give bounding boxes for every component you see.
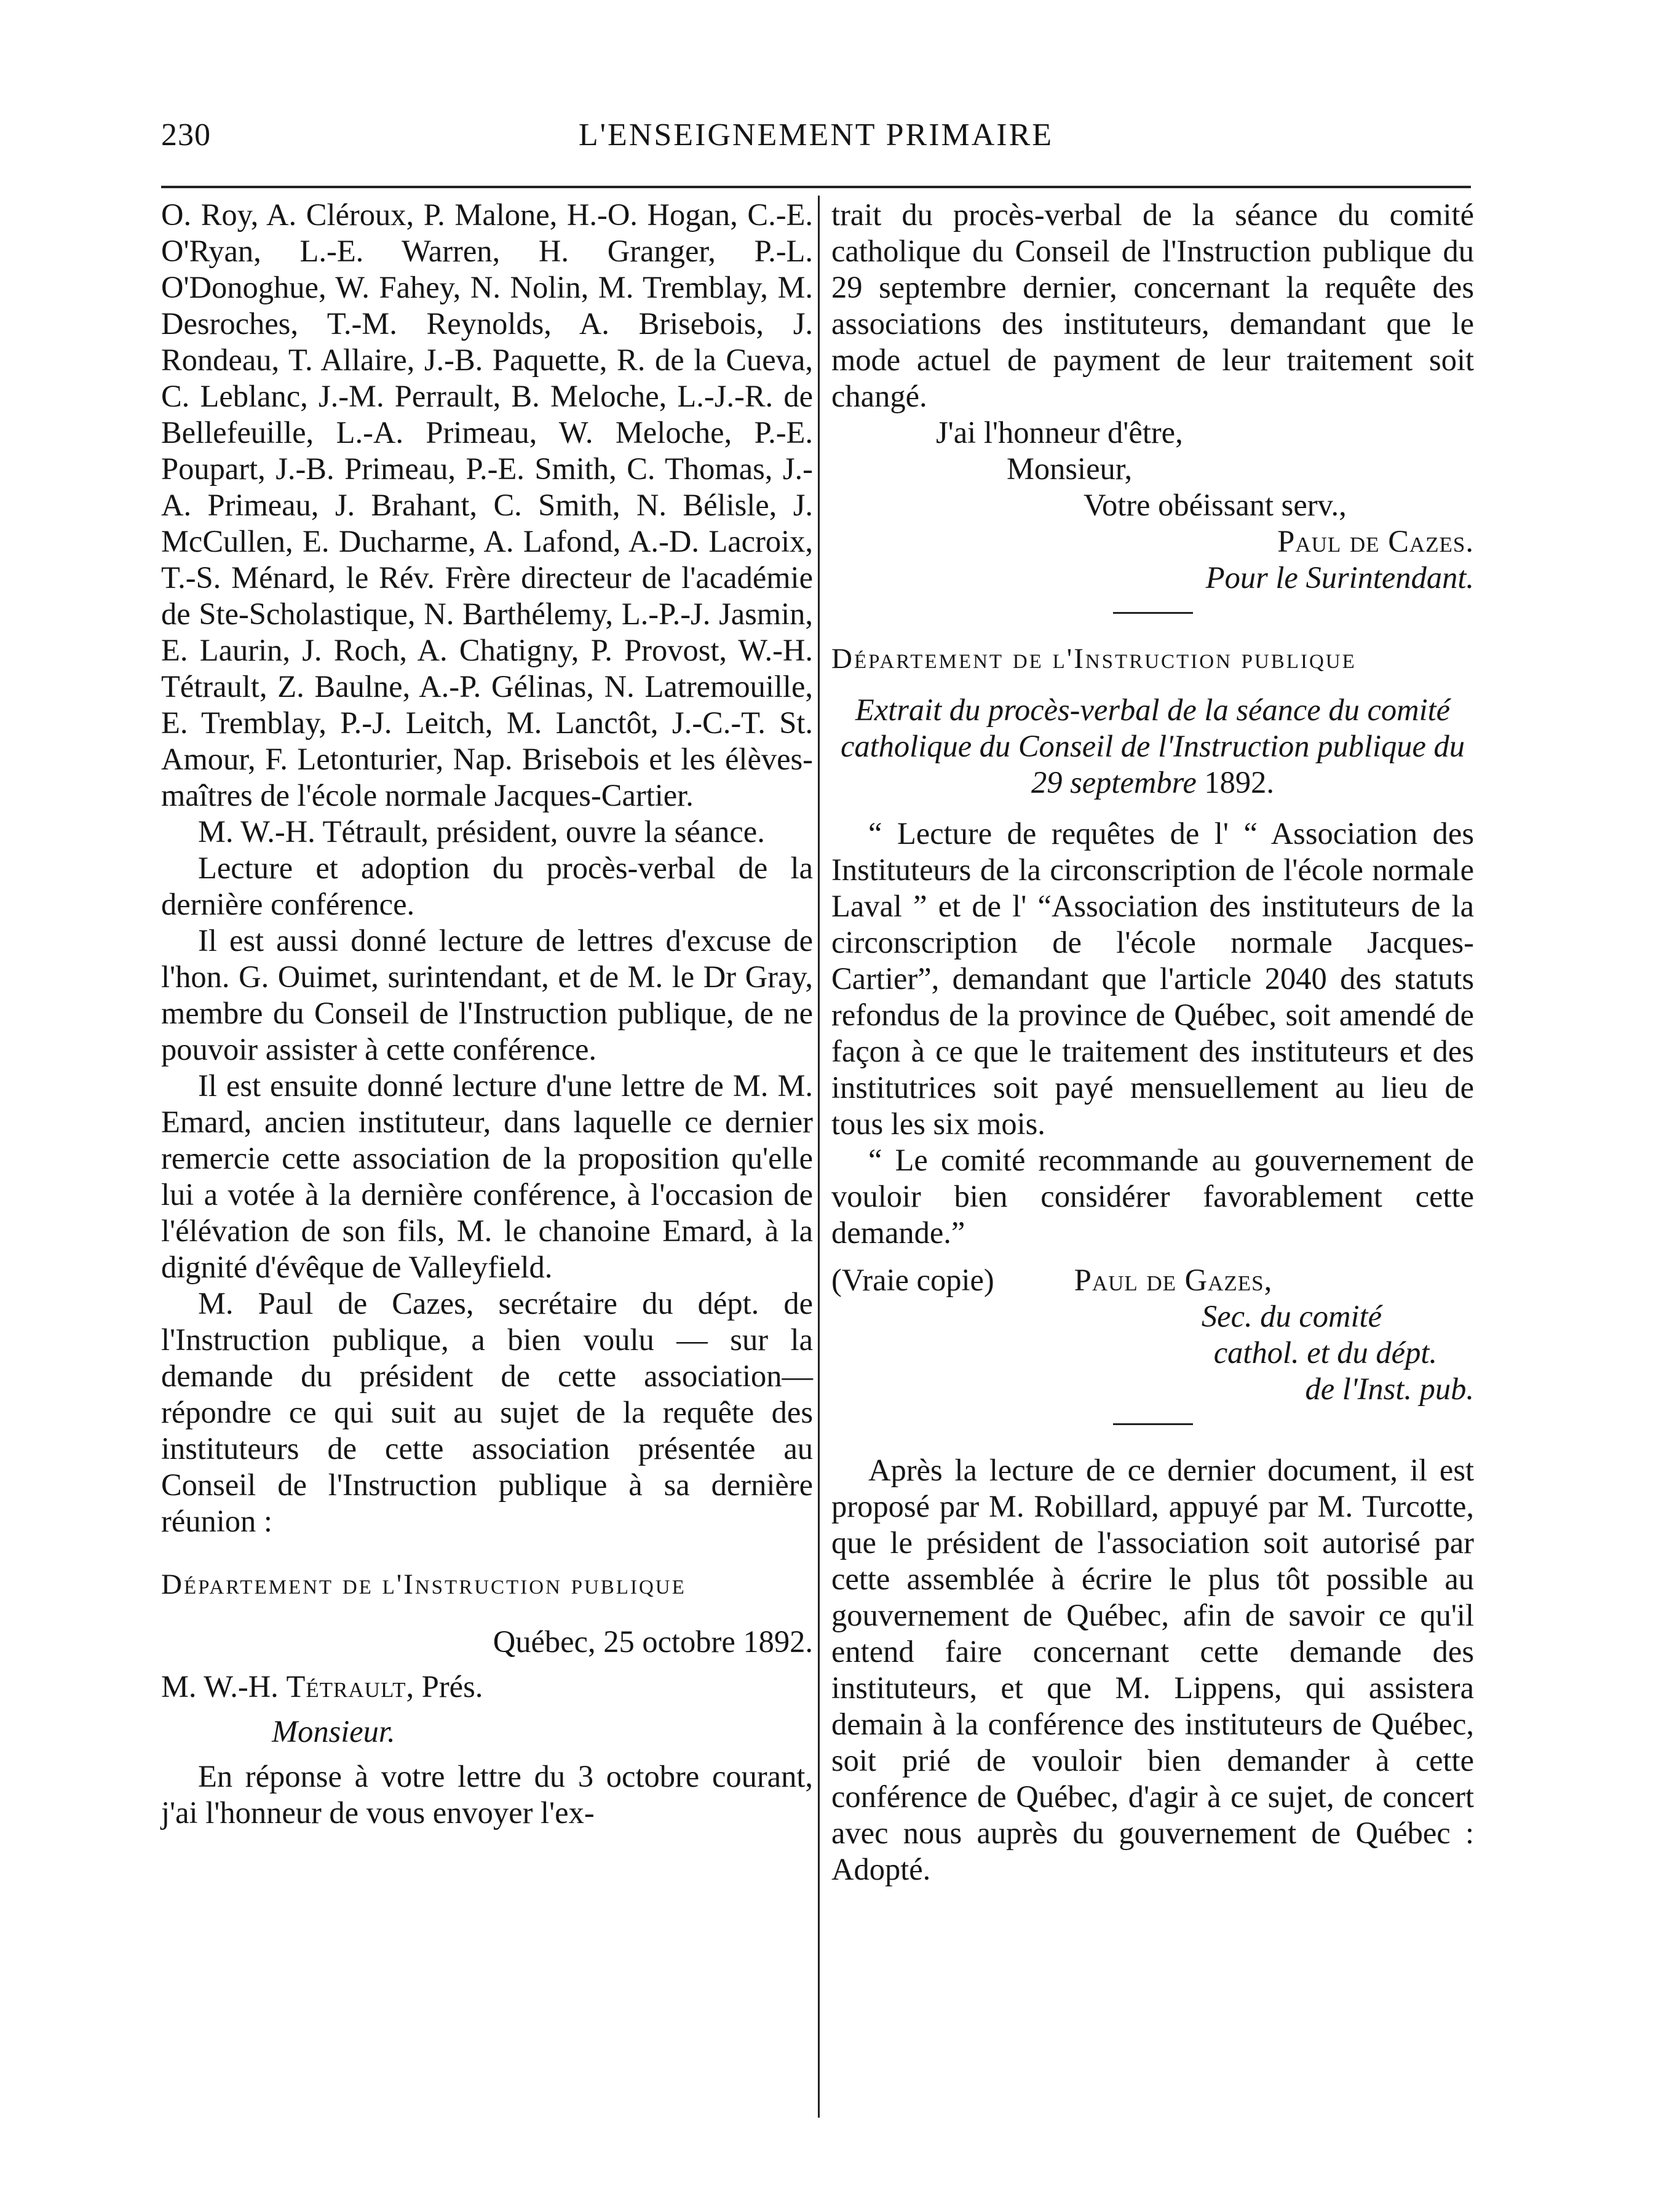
cazes-paragraph: M. Paul de Cazes, secrétaire du dépt. de l'Instruction publique, a bien voulu — sur la demande du président de cette association— répondre ce qui suit au sujet de la requête des instituteurs de cette association présentée au Conseil de l'Instruction publique à sa dernière réunion : bbox=[161, 1286, 813, 1538]
addressee-name: Tétrault bbox=[286, 1669, 406, 1704]
letter-body-end: trait du procès-verbal de la séance du comité catholique du Conseil de l'Instruction publique du 29 septembre dernier, concernant la requête des associations des instituteurs, demandant que le mode actuel de payment de leur traitement soit changé. bbox=[831, 197, 1474, 413]
right-column bbox=[831, 197, 1474, 1888]
page-header bbox=[161, 117, 1471, 166]
signature-role: Pour le Surintendant. bbox=[1205, 560, 1474, 595]
section-divider bbox=[1113, 612, 1193, 614]
page-number: 230 bbox=[161, 117, 211, 153]
minutes-paragraph: Lecture et adoption du procès-verbal de la dernière conférence. bbox=[161, 851, 813, 921]
true-copy-signer: Paul de Gazes, bbox=[1074, 1263, 1273, 1297]
quote-requests: “ Lecture de requêtes de l' “ Association des Instituteurs de la circonscription de l'école normale Laval ” et de l' “Association des instituteurs de la circonscription de l'école normale Jacques-Cartier”, demandant que l'article 2040 des statuts refondus de la province de Québec, soit amendé de façon à ce que le traitement des instituteurs et des institutrices soit payé mensuellement au lieu de tous les six mois. bbox=[831, 816, 1474, 1141]
letter-body-start: En réponse à votre lettre du 3 octobre courant, j'ai l'honneur de vous envoyer l'ex- bbox=[161, 1759, 813, 1830]
final-paragraph: Après la lecture de ce dernier document, il est proposé par M. Robillard, appuyé par M. Turcotte, que le président de l'association soit autorisé par cette assemblée à écrire le plus tôt possible au gouvernement de Québec, afin de savoir ce qu'il entend faire concernant cette demande des instituteurs, et que M. Lippens, qui assistera demain à la conférence des instituteurs de Québec, soit prié de vouloir bien demander à cette conférence de Québec, d'agir à ce sujet, de concert avec nous auprès du gouvernement de Québec : Adopté. bbox=[831, 1453, 1474, 1886]
addressee-prefix: M. W.-H. bbox=[161, 1669, 279, 1704]
excuses-paragraph: Il est aussi donné lecture de lettres d'excuse de l'hon. G. Ouimet, surintendant, et de M. le Dr Gray, membre du Conseil de l'Instruction publique, de ne pouvoir assister à cette conférence. bbox=[161, 923, 813, 1067]
letter-signature: Paul de Cazes. bbox=[1277, 524, 1474, 558]
header-rule bbox=[161, 186, 1471, 188]
dept-heading-left: Département de l'Instruction publique bbox=[161, 1568, 686, 1600]
letter-addressee bbox=[161, 1669, 813, 1705]
closing-line-2: Monsieur, bbox=[1007, 451, 1133, 486]
true-copy-line bbox=[831, 1262, 1474, 1298]
letter-salutation: Monsieur. bbox=[272, 1714, 395, 1749]
opening-paragraph: M. W.-H. Tétrault, président, ouvre la séance. bbox=[198, 814, 765, 849]
true-copy-label: (Vraie copie) bbox=[831, 1263, 994, 1297]
section-divider-2 bbox=[1113, 1423, 1193, 1425]
addressee-suffix: , Prés. bbox=[406, 1669, 483, 1704]
closing-line-1: J'ai l'honneur d'être, bbox=[936, 415, 1183, 450]
quote-recommendation: “ Le comité recommande au gouvernement de vouloir bien considérer favorablement cette demande.” bbox=[831, 1143, 1474, 1250]
column-divider bbox=[818, 196, 820, 2118]
letter-date: Québec, 25 octobre 1892. bbox=[493, 1624, 813, 1659]
attendees-paragraph: O. Roy, A. Cléroux, P. Malone, H.-O. Hogan, C.-E. O'Ryan, L.-E. Warren, H. Granger, P.-L. O'Donoghue, W. Fahey, N. Nolin, M. Tremblay, M. Desroches, T.-M. Reynolds, A. Brisebois, J. Rondeau, T. Allaire, J.-B. Paquette, R. de la Cueva, C. Leblanc, J.-M. Perrault, B. Meloche, L.-J.-R. de Bellefeuille, L.-A. Primeau, W. Meloche, P.-E. Poupart, J.-B. Primeau, P.-E. Smith, C. Thomas, J.-A. Primeau, J. Brahant, C. Smith, N. Bélisle, J. McCullen, E. Ducharme, A. Lafond, A.-D. Lacroix, T.-S. Ménard, le Rév. Frère directeur de l'académie de Ste-Scholastique, N. Barthélemy, L.-P.-J. Jasmin, E. Laurin, J. Roch, A. Chatigny, P. Provost, W.-H. Tétrault, Z. Baulne, A.-P. Gélinas, N. Latremouille, E. Tremblay, P.-J. Leitch, M. Lanctôt, J.-C.-T. St. Amour, F. Letonturier, Nap. Brisebois et les élèves-maîtres de l'école normale Jacques-Cartier. bbox=[161, 197, 813, 812]
dept-heading-right: Département de l'Instruction publique bbox=[831, 643, 1357, 675]
closing-line-3: Votre obéissant serv., bbox=[1084, 488, 1347, 522]
secretary-line-1: Sec. du comité bbox=[1201, 1299, 1382, 1333]
extract-title-year: 1892. bbox=[1196, 765, 1275, 800]
extract-title bbox=[831, 692, 1474, 801]
secretary-line-2: cathol. et du dépt. bbox=[1213, 1335, 1437, 1370]
emard-paragraph: Il est ensuite donné lecture d'une lettre de M. M. Emard, ancien instituteur, dans laquelle ce dernier remercie cette association de la proposition qu'elle lui a votée à la dernière conférence, à l'occasion de l'élévation de son fils, M. le chanoine Emard, à la dignité d'évêque de Valleyfield. bbox=[161, 1068, 813, 1284]
left-column bbox=[161, 197, 813, 1831]
secretary-line-3: de l'Inst. pub. bbox=[1305, 1372, 1474, 1406]
extract-title-italic: Extrait du procès-verbal de la séance du comité catholique du Conseil de l'Instruction publique du 29 septembre bbox=[840, 693, 1465, 800]
running-title: L'ENSEIGNEMENT PRIMAIRE bbox=[578, 117, 1054, 153]
